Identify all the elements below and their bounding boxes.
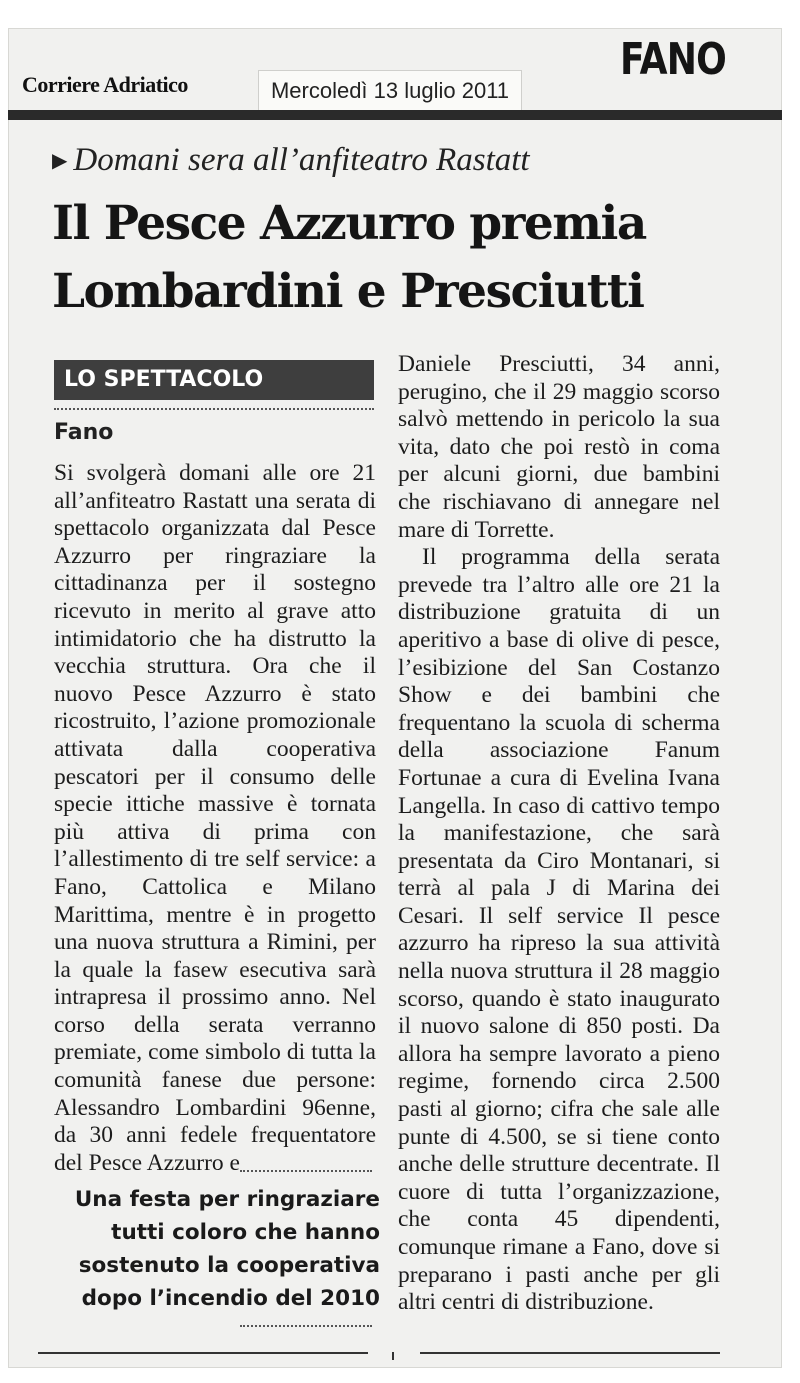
article-headline [52,190,772,326]
dotted-divider [54,408,374,410]
article-kicker [52,142,530,179]
section-tag: FANO [620,34,727,85]
pull-quote: Una festa per ringraziare tutti coloro che hanno sostenuto la cooperativa dopo l’incendio del 2010 [74,1187,380,1311]
article-column-left [54,460,376,1177]
body-paragraph: Si svolgerà domani alle ore 21 all’anfiteatro Rastatt una serata di spettacolo organizzata dal Pesce Azzurro per ringraziare la cittadinanza per il sostegno ricevuto in merito al grave atto intimidatorio che ha distrutto la vecchia struttura. Ora che il nuovo Pesce Azzurro è stato ricostruito, l’azione promozionale attivata dalla cooperativa pescatori per il consumo delle specie ittiche massive è tornata più attiva di prima con l’allestimento di tre self service: a Fano, Cattolica e Milano Marittima, mentre è in progetto una nuova struttura a Rimini, per la quale la fasew esecutiva sarà intrapresa il prossimo anno. Nel corso della serata verranno premiate, come simbolo di tutta la comunità fanese due persone: Alessandro Lombardini 96enne, da 30 anni fedele frequentatore del Pesce Azzurro e [54,460,376,1176]
kicker-text: Domani sera all’anfiteatro Rastatt [73,142,530,178]
triangle-bullet-icon: ▶ [52,150,68,172]
headline-line-2: Lombardini e Presciutti [52,264,644,319]
dateline: Fano [54,420,114,445]
pullquote-bottom-divider [240,1325,372,1327]
bottom-rule-tick [392,1352,394,1360]
issue-date: Mercoledì 13 luglio 2011 [258,70,522,112]
body-paragraph: Daniele Presciutti, 34 anni, perugino, che il 29 maggio scorso salvò mettendo in pericolo la sua vita, dato che poi restò in coma per alcuni giorni, due bambini che rischiavano di annegare nel mare di Torrette. [398,351,720,543]
section-label: LO SPETTACOLO [54,360,374,400]
bottom-rule-right [420,1352,720,1354]
bottom-rule-left [38,1352,368,1354]
newspaper-name: Corriere Adriatico [22,72,188,97]
body-paragraph: Il programma della serata prevede tra l’altro alle ore 21 la distribuzione gratuita di un aperitivo a base di olive di pesce, l’esibizione del San Costanzo Show e dei bambini che frequentano la scuola di scherma della associazione Fanum Fortunae a cura di Evelina Ivana Langella. In caso di cattivo tempo la manifestazione, che sarà presentata da Ciro Montanari, si terrà al pala J di Marina dei Cesari. Il self service Il pesce azzurro ha ripreso la sua attività nella nuova struttura il 28 maggio scorso, quando è stato inaugurato il nuovo salone di 850 posti. Da allora ha sempre lavorato a pieno regime, fornendo circa 2.500 pasti al giorno; cifra che sale alle punte di 4.500, se si tiene conto anche delle strutture decentrate. Il cuore di tutta l’organizzazione, che conta 45 dipendenti, comunque rimane a Fano, dove si preparano i pasti anche per gli altri centri di distribuzione. [398,544,720,1316]
article-column-right [398,351,720,1317]
headline-line-1: Il Pesce Azzurro premia [52,196,646,251]
masthead-rule [8,110,782,120]
pullquote-top-divider [240,1170,372,1172]
